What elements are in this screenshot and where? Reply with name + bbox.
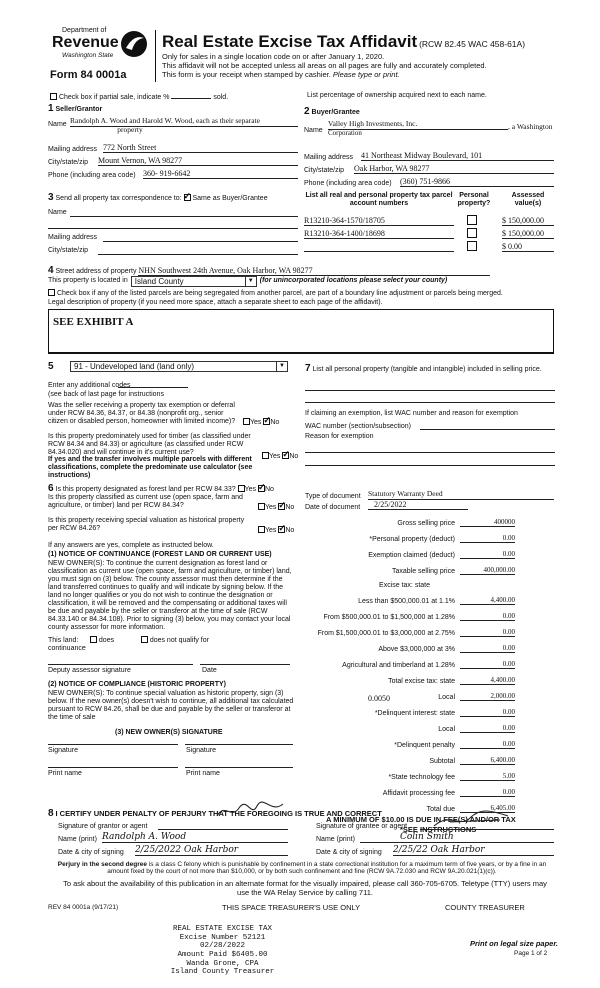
deputy-date-field[interactable]: [200, 664, 290, 665]
exemption-no-checkbox[interactable]: [263, 418, 270, 425]
owner-print-label-1: Print name: [48, 770, 82, 777]
calc-label-interest-local: Local: [438, 726, 455, 733]
grantor-signature-icon: [215, 800, 285, 822]
parcel-value-3[interactable]: $ 0.00: [502, 242, 554, 252]
legal-description-label: Legal description of property (if you need more space, attach a separate sheet to each page of the affidavit).: [48, 299, 383, 306]
does-not-label: does not qualify for: [149, 637, 209, 644]
property-section-number: 4: [48, 265, 54, 276]
calc-value-tier1[interactable]: 4,400.00: [460, 596, 515, 605]
calc-value-interest-state[interactable]: 0.00: [460, 708, 515, 717]
tax-calculation-table: [300, 518, 560, 846]
grantor-name-label: Name (print): [58, 836, 97, 843]
grantor-name-field[interactable]: Randolph A. Wood: [102, 832, 288, 843]
calc-value-interest-local[interactable]: 0.00: [460, 724, 515, 733]
buyer-phone-label: Phone (including area code): [304, 180, 392, 187]
historic-no-label: No: [285, 527, 295, 534]
notice-continuance-title: (1) NOTICE OF CONTINUANCE (FOREST LAND OR CURRENT USE): [48, 551, 272, 558]
header-divider: [155, 30, 156, 82]
parcels-table: [304, 192, 554, 264]
calc-value-gross[interactable]: 400000: [460, 518, 515, 527]
forest-no-checkbox[interactable]: [258, 485, 265, 492]
legal-description-box[interactable]: [48, 309, 554, 353]
seller-city-field[interactable]: Mount Vernon, WA 98277: [98, 156, 298, 166]
buyer-name-suffix: , a Washington: [508, 122, 553, 131]
located-label: This property is located in: [48, 277, 128, 285]
forest-question: Is this property designated as forest land per RCW 84.33?: [55, 486, 236, 493]
historic-yes-label: Yes: [265, 527, 277, 534]
deputy-signature-field[interactable]: [48, 664, 193, 665]
calc-label-processing-fee: Affidavit processing fee: [382, 790, 455, 797]
buyer-section-number: 2: [304, 106, 310, 117]
current-use-yes-label: Yes: [265, 504, 277, 511]
calc-label-local: Local: [438, 694, 455, 701]
current-use-yes-checkbox[interactable]: [258, 503, 265, 510]
exemption-question: Was the seller receiving a property tax exemption or deferral under RCW 84.36, 84.37, or 84.38 (nonprofit org., senior citizen or disabled person, homeowner with limited income)?: [48, 402, 236, 426]
street-address-field[interactable]: NHN Southwest 24th Avenue, Oak Harbor, WA 98277: [138, 266, 490, 276]
personal-property-field-1[interactable]: [305, 390, 555, 391]
correspondence-heading-row: [48, 192, 268, 204]
this-land-label: This land:: [48, 637, 79, 644]
timber-yes-checkbox[interactable]: [262, 452, 269, 459]
list-percentage-note: List percentage of ownership acquired next to each name.: [307, 92, 487, 99]
calc-value-local[interactable]: 2,000.00: [460, 692, 515, 701]
correspondence-city-field[interactable]: [98, 254, 298, 255]
forest-question-row: [48, 483, 274, 495]
calc-label-tier3: From $1,500,000.01 to $3,000,000 at 2.75%: [317, 630, 455, 637]
correspondence-section-number: 3: [48, 192, 54, 203]
exemption-yes-label: Yes: [250, 419, 262, 426]
answers-yes-note: If any answers are yes, complete as instructed below.: [48, 542, 214, 549]
additional-codes-field[interactable]: [118, 380, 188, 388]
calc-value-total-state[interactable]: 4,400.00: [460, 676, 515, 685]
form-title-row: [162, 32, 525, 52]
calc-value-tier4[interactable]: 0.00: [460, 644, 515, 653]
grantor-date-label: Date & city of signing: [58, 849, 124, 856]
property-located-row: [48, 276, 447, 287]
forest-no-label: No: [265, 486, 274, 493]
header-note-3a: This form is your receipt when stamped by cashier.: [162, 70, 331, 79]
buyer-name-field[interactable]: Valley High Investments, Inc.: [328, 120, 508, 130]
located-note: (for unincorporated locations please select your county): [259, 277, 448, 285]
header-note-3: [162, 71, 400, 80]
land-use-section-number: 5: [48, 361, 54, 372]
seller-section: [48, 103, 298, 183]
grantee-name-label: Name (print): [316, 836, 355, 843]
form-number: Form 84 0001a: [50, 69, 127, 81]
exemption-yes-checkbox[interactable]: [243, 418, 250, 425]
calc-value-tier2[interactable]: 0.00: [460, 612, 515, 621]
seller-heading-row: [48, 103, 102, 115]
seller-mail-label: Mailing address: [48, 146, 98, 153]
calc-label-penalty: *Delinquent penalty: [394, 742, 455, 749]
owner-print-label-2: Print name: [186, 770, 220, 777]
stamp-line-6: Island County Treasurer: [170, 968, 275, 977]
personal-property-row: [305, 363, 555, 375]
stamp-line-4: Amount Paid $6405.00: [177, 950, 268, 959]
dept-line2: Revenue: [52, 34, 119, 51]
buyer-name-line2: Corporation: [328, 129, 362, 137]
exemption-reason-field-1[interactable]: [305, 452, 555, 453]
buyer-heading: Buyer/Grantee: [311, 109, 360, 116]
land-use-select[interactable]: [70, 361, 288, 372]
does-not-qualify-checkbox[interactable]: [141, 636, 148, 643]
buyer-mail-field[interactable]: 41 Northeast Midway Boulevard, 101: [361, 151, 554, 161]
grantor-signature-field[interactable]: [158, 829, 288, 830]
additional-codes-label: Enter any additional codes: [48, 382, 131, 389]
owner-signature-field-1[interactable]: [48, 744, 178, 745]
buyer-mail-label: Mailing address: [304, 154, 354, 161]
calc-value-processing-fee[interactable]: 0.00: [460, 788, 515, 797]
land-use-row: [48, 361, 288, 373]
buyer-name-label: Name: [304, 127, 323, 134]
minimum-due-note: A MINIMUM OF $10.00 IS DUE IN FEE(S) AND/OR TAX: [326, 815, 516, 824]
calc-label-total-due: Total due: [426, 806, 455, 813]
exemption-reason-label: Reason for exemption: [305, 433, 374, 440]
county-select-value: Island County: [134, 276, 184, 286]
calc-value-exemption[interactable]: 0.00: [460, 550, 515, 559]
calc-label-tier4: Above $3,000,000 at 3%: [378, 646, 455, 653]
street-address-label: Street address of property: [55, 268, 137, 275]
owner-signature-label-2: Signature: [186, 747, 216, 754]
calc-label-personal: *Personal property (deduct): [369, 536, 455, 543]
seller-city-label: City/state/zip: [48, 159, 89, 166]
owner-signature-field-2[interactable]: [185, 744, 293, 745]
seller-phone-field[interactable]: 360- 919-6642: [143, 169, 298, 179]
stamp-line-3: 02/28/2022: [199, 942, 245, 951]
current-use-yes-no: [258, 503, 294, 512]
parcel-personal-checkbox-2[interactable]: [467, 228, 477, 238]
doc-type-label: Type of document: [305, 493, 361, 500]
segregated-row: [48, 289, 503, 298]
timber-question: Is this property predominately used for timber (as classified under RCW 84.34 and 84.33) or agriculture (as classified under RCW 84.34.020) and will continue in it's current use?: [48, 433, 251, 457]
exemption-reason-field-2[interactable]: [305, 465, 555, 466]
header-note-1: Only for sales in a single location code on or after January 1, 2020.: [162, 52, 385, 61]
deputy-signature-label: Deputy assessor signature: [48, 667, 131, 674]
forest-yes-checkbox[interactable]: [238, 485, 245, 492]
correspondence-section: [48, 192, 300, 262]
personal-property-section-number: 7: [305, 363, 311, 374]
timber-no-label: No: [289, 453, 299, 460]
doc-date-label: Date of document: [305, 504, 361, 511]
parcel-number-1[interactable]: R13210-364-1570/18705: [304, 216, 454, 226]
forest-section-number: 6: [48, 483, 54, 494]
legal-description-box-inner-bottom: [48, 353, 554, 354]
doc-type-field[interactable]: Statutory Warranty Deed: [368, 490, 554, 500]
correspondence-city-label: City/state/zip: [48, 247, 89, 254]
grantee-signature-field[interactable]: [420, 829, 554, 830]
wac-number-label: WAC number (section/subsection): [305, 423, 411, 430]
page-number: Page 1 of 2: [514, 950, 548, 957]
calc-value-tier3[interactable]: 0.00: [460, 628, 515, 637]
seller-section-number: 1: [48, 103, 54, 114]
historic-no-checkbox[interactable]: [278, 526, 285, 533]
revision-label: REV 84 0001a (9/17/21): [48, 904, 119, 911]
parcel-number-2[interactable]: R13210-364-1400/18698: [304, 229, 454, 239]
continuance-row: [48, 636, 209, 645]
new-owner-signature-title: (3) NEW OWNER(S) SIGNATURE: [115, 729, 223, 736]
parcel-personal-checkbox-3[interactable]: [467, 241, 477, 251]
correspondence-label: Send all property tax correspondence to:: [55, 195, 182, 202]
certification-section-number: 8: [48, 808, 54, 819]
partial-sale-checkbox[interactable]: [50, 93, 57, 100]
calc-label-gross: Gross selling price: [397, 520, 455, 527]
header-note-2: This affidavit will not be accepted unless all areas on all pages are fully and accurately completed.: [162, 61, 487, 70]
correspondence-name-label: Name: [48, 209, 67, 216]
calc-label-agricultural: Agricultural and timberland at 1.28%: [342, 662, 455, 669]
current-use-question: Is this property classified as current use (open space, farm and agriculture, or timber) land per RCW 84.34?: [48, 494, 243, 510]
same-as-buyer-checkbox[interactable]: [184, 194, 191, 201]
form-rcw: (RCW 82.45 WAC 458-61A): [419, 39, 526, 49]
chevron-down-icon: ▼: [245, 277, 256, 286]
owner-print-field-1[interactable]: [48, 767, 178, 768]
seller-name-label: Name: [48, 121, 67, 128]
current-use-no-label: No: [285, 504, 295, 511]
exemption-yes-no: [243, 418, 279, 427]
calc-label-interest-state: *Delinquent interest: state: [374, 710, 455, 717]
parcels-header-personal: Personal property?: [457, 192, 491, 208]
parcel-value-1[interactable]: $ 150,000.00: [502, 216, 554, 226]
personal-property-field-2[interactable]: [305, 402, 555, 403]
notice-continuance-text: NEW OWNER(S): To continue the current designation as forest land or classification as current use (open space, farm and agriculture, or timber) land, you must sign on (3) below. The county assessor must then determine if the land transferred continues to qualify and will indicate by signing below. If the land no longer qualifies or you do not wish to continue the designation or classification, it will be removed and the compensating or additional taxes will be due and payable by the seller or transferor at the time of sale (RCW 84.33.140 or 84.34.108). Prior to signing (3) below, you may contact your local county assessor for more information.: [48, 560, 292, 632]
notice-compliance-title: (2) NOTICE OF COMPLIANCE (HISTORIC PROPERTY): [48, 681, 226, 688]
correspondence-name-field[interactable]: [70, 216, 298, 217]
grantee-name-field[interactable]: Colin Smith: [360, 832, 554, 843]
calc-label-exemption: Exemption claimed (deduct): [368, 552, 455, 559]
certification-statement: I CERTIFY UNDER PENALTY OF PERJURY THAT THE FOREGOING IS TRUE AND CORRECT: [55, 809, 382, 818]
wac-number-field[interactable]: [420, 429, 555, 430]
partial-sale-sold: sold.: [213, 94, 229, 101]
buyer-city-label: City/state/zip: [304, 167, 345, 174]
parcels-header-numbers: List all real and personal property tax parcel account numbers: [305, 192, 453, 208]
perjury-bold: Perjury in the second degree: [57, 861, 147, 868]
dor-swoosh-icon: [120, 30, 148, 58]
timber-question-note: If yes and the transfer involves multiple parcels with different classifications, complete the predominate use calculator (see instructions): [48, 456, 253, 480]
calc-value-subtotal[interactable]: 6,400.00: [460, 756, 515, 765]
stamp-line-1: REAL ESTATE EXCISE TAX: [172, 925, 273, 933]
chevron-down-icon: ▼: [276, 362, 287, 371]
stamp-line-5: Wanda Grone, CPA: [186, 959, 259, 968]
treasurer-use-label: THIS SPACE TREASURER'S USE ONLY: [222, 903, 361, 912]
calc-value-agricultural[interactable]: 0.00: [460, 660, 515, 669]
owner-signature-label-1: Signature: [48, 747, 78, 754]
buyer-city-field[interactable]: Oak Harbor, WA 98277: [354, 164, 554, 174]
parcel-personal-checkbox-1[interactable]: [467, 215, 477, 225]
form-title: Real Estate Excise Tax Affidavit: [162, 32, 418, 51]
calc-value-taxable[interactable]: 400,000.00: [460, 566, 515, 575]
seller-name-line2: property: [117, 125, 143, 134]
grantee-date-field[interactable]: 2/25/22 Oak Harbor: [393, 845, 554, 856]
additional-codes-note: (see back of last page for instructions: [48, 391, 164, 398]
calc-label-taxable: Taxable selling price: [391, 568, 455, 575]
grantor-date-field[interactable]: 2/25/2022 Oak Harbor: [135, 845, 288, 856]
grantee-date-label: Date & city of signing: [316, 849, 382, 856]
correspondence-mail-label: Mailing address: [48, 234, 98, 241]
buyer-phone-field[interactable]: (360) 751-9866: [400, 177, 554, 187]
historic-yes-checkbox[interactable]: [258, 526, 265, 533]
legal-size-note: Print on legal size paper.: [470, 939, 558, 948]
header-note-3b: Please type or print.: [332, 70, 400, 79]
county-treasurer-label: COUNTY TREASURER: [445, 903, 525, 912]
calc-value-total-due[interactable]: 6,405.00: [460, 804, 515, 813]
seller-name-field[interactable]: Randolph A. Wood and Harold W. Wood, each as their separate: [70, 117, 298, 127]
current-use-no-checkbox[interactable]: [278, 503, 285, 510]
calc-label-total-state: Total excise tax: state: [388, 678, 455, 685]
local-rate-value: 0.0050: [368, 694, 390, 703]
seller-mail-field[interactable]: 772 North Street: [103, 143, 298, 153]
partial-sale-percent-field[interactable]: [171, 91, 211, 99]
accessibility-notice: To ask about the availability of this publication in an alternate format for the visually impaired, please call 360-705-6705. Teletype (TTY) users may use the WA Relay Service by calling 711.: [63, 879, 547, 897]
notice-compliance-text: NEW OWNER(S): To continue special valuation as historic property, sign (3) below. If the new owner(s) doesn't wish to continue, all additional tax calculated pursuant to RCW 84.26, shall be due and payable by the seller or transferor at the time of sale: [48, 690, 294, 722]
segregated-checkbox[interactable]: [48, 289, 55, 296]
legal-description-value: SEE EXHIBIT A: [53, 316, 134, 328]
continuance-label: continuance: [48, 645, 86, 652]
does-label: does: [98, 637, 115, 644]
partial-sale-label: Check box if partial sale, indicate %: [58, 94, 170, 101]
forest-yes-label: Yes: [244, 486, 257, 493]
segregated-label: Check box if any of the listed parcels are being segregated from another parcel, are part of a boundary line adjustment or parcels being merged.: [56, 290, 503, 297]
owner-print-field-2[interactable]: [185, 767, 293, 768]
calc-value-personal[interactable]: 0.00: [460, 534, 515, 543]
calc-value-penalty[interactable]: 0.00: [460, 740, 515, 749]
county-select[interactable]: [131, 276, 257, 287]
doc-date-field[interactable]: 2/25/2022: [368, 500, 468, 510]
same-as-buyer-label: Same as Buyer/Grantee: [192, 195, 268, 202]
parcel-value-2[interactable]: $ 150,000.00: [502, 229, 554, 239]
grantee-signature-icon: [430, 808, 510, 830]
dept-line3: Washington State: [62, 52, 114, 59]
calc-label-tier1: Less than $500,000.01 at 1.1%: [358, 598, 455, 605]
historic-question: Is this property receiving special valuation as historical property per RCW 84.26?: [48, 517, 245, 533]
calc-label-tier2: From $500,000.01 to $1,500,000 at 1.28%: [323, 614, 455, 621]
calc-label-excise-state: Excise tax: state: [379, 582, 430, 589]
historic-yes-no: [258, 526, 294, 535]
treasurer-stamp: [140, 925, 305, 977]
perjury-text: is a class C felony which is punishable by confinement in a state correctional institution for a maximum term of five years, or by a fine in an amount fixed by the court of not more than $10,000, or by both such confinement and fine (RCW 9A.72.030 and RCW 9A.20.021(1)(c)).: [107, 861, 547, 876]
grantor-signature-label: Signature of grantor or agent: [58, 823, 148, 830]
land-use-select-value: 91 - Undeveloped land (land only): [74, 362, 195, 372]
dept-line1: Department of: [62, 27, 107, 34]
seller-phone-label: Phone (including area code): [48, 172, 136, 179]
partial-sale-row: [50, 91, 228, 102]
buyer-heading-row: [304, 106, 360, 118]
exemption-no-label: No: [270, 419, 280, 426]
exemption-wac-label: If claiming an exemption, list WAC number and reason for exemption: [305, 410, 518, 417]
timber-no-checkbox[interactable]: [282, 452, 289, 459]
correspondence-extra-field[interactable]: [48, 228, 298, 229]
parcel-number-3[interactable]: [304, 242, 454, 252]
see-instructions-note: *SEE INSTRUCTIONS: [400, 825, 477, 834]
seller-heading: Seller/Grantor: [55, 106, 103, 113]
timber-yes-label: Yes: [269, 453, 281, 460]
does-qualify-checkbox[interactable]: [90, 636, 97, 643]
perjury-notice: [48, 861, 556, 876]
property-address-row: [48, 265, 490, 277]
calc-value-tech-fee[interactable]: 5.00: [460, 772, 515, 781]
deputy-date-label: Date: [202, 667, 217, 674]
timber-yes-no: [262, 452, 298, 461]
grantee-signature-label: Signature of grantee or agent: [316, 823, 408, 830]
personal-property-label: List all personal property (tangible and intangible) included in selling price.: [312, 366, 542, 373]
calc-label-subtotal: Subtotal: [429, 758, 455, 765]
buyer-section: [304, 103, 554, 187]
dor-logo: [52, 27, 152, 69]
correspondence-mail-field[interactable]: [103, 241, 298, 242]
calc-label-tech-fee: *State technology fee: [388, 774, 455, 781]
stamp-line-2: Excise Number 52121: [179, 933, 266, 942]
parcels-header-assessed: Assessed value(s): [511, 192, 545, 208]
